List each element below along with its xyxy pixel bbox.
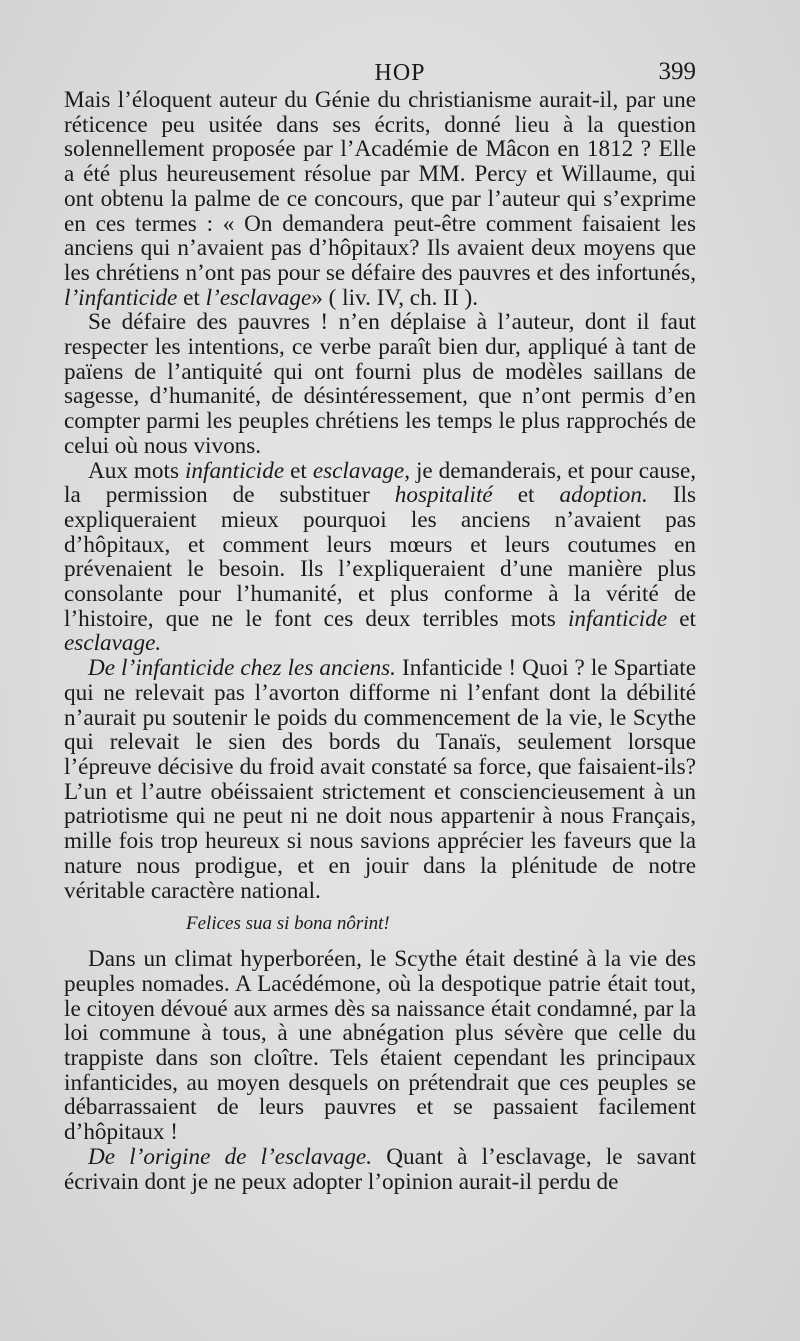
running-head: HOP <box>374 60 426 86</box>
paragraph-3-text: Ils expliqueraient mieux pourquoi les anciens n’avaient pas d’hôpitaux, et comment leurs mœurs et leurs coutumes en prévenaient le besoin. Ils l’expliqueraient d’une manière plus consolante pour l’humanité, et plus conforme à la vérité de l’histoire, que ne le font ces deux terribles mots <box>64 482 697 632</box>
paragraph-5 <box>64 947 696 1145</box>
paragraph-3-text: et <box>517 482 535 509</box>
paragraph-6 <box>64 1145 696 1194</box>
paragraph-2 <box>64 310 696 458</box>
italic-term: adoption. <box>559 482 648 509</box>
conjunction-text: et <box>183 284 200 311</box>
italic-term: esclavage. <box>64 630 162 657</box>
paragraph-3-text: , je demanderais, et pour cause, la permission de substituer <box>64 457 697 509</box>
paragraph-2-text: Se défaire des pauvres ! n’en déplaise à l’auteur, dont il faut respecter les intentions, ce verbe paraît bien dur, appliqué à tant de païens de l’antiquité qui ont fourni plus de modèles saillans de sagesse, d’humanité, de désintéressement, que n’ont permis d’en compter parmi les peuples chrétiens les temps le plus rapprochés de celui où nous vivons. <box>64 309 696 459</box>
paragraph-1 <box>64 88 696 310</box>
page-body <box>64 88 696 1194</box>
latin-verse: Felices sua si bona nôrint! <box>186 913 390 935</box>
paragraph-6-text: Quant à l’esclavage, le savant écrivain dont je ne peux adopter l’opinion aurait-il perdu de <box>64 1143 697 1195</box>
italic-term: l’infanticide <box>64 284 178 311</box>
page-number: 399 <box>658 58 696 85</box>
italic-term: infanticide <box>567 605 668 632</box>
section-heading-infanticide: De l’infanticide chez les anciens. <box>88 655 396 682</box>
paragraph-5-text: Dans un climat hyperboréen, le Scythe était destiné à la vie des peuples nomades. A Lacédémone, où la despotique patrie était tout, le citoyen dévoué aux armes dès sa naissance était condamné, par la loi commune à tous, à une abnégation plus sévère que celle du trappiste dans son cloître. Tels étaient cependant les principaux infanticides, au moyen desquels on prétendrait que ces peuples se débarrassaient de leurs pauvres et se passaient facilement d’hôpitaux ! <box>64 946 696 1146</box>
italic-term: hospitalité <box>394 482 493 509</box>
paragraph-3 <box>64 459 696 657</box>
section-heading-esclavage: De l’origine de l’esclavage. <box>88 1143 373 1170</box>
paragraph-3-text: et <box>290 457 307 484</box>
paragraph-4-text: Infanticide ! Quoi ? le Spartiate qui ne relevait pas l’avorton difforme ni l’enfant dont la débilité n’aurait pu soutenir le poids du commencement de la vie, le Scythe qui relevait le sien des bords du Tanaïs, seulement lorsque l’épreuve décisive du froid avait constaté sa force, que faisaient-ils? L’un et l’autre obéissaient strictement et consciencieusement à un patriotisme qui ne peut ni ne doit nous appartenir à nous Français, mille fois trop heureux si nous savions apprécier les faveurs que la nature nous prodigue, et en jouir dans la plénitude de notre véritable caractère national. <box>64 655 696 904</box>
paragraph-3-text: et <box>679 605 696 632</box>
citation-text: » ( liv. IV, ch. II ). <box>311 284 479 311</box>
italic-term: l’esclavage <box>205 284 312 311</box>
paragraph-1-text: Mais l’éloquent auteur du Génie du christianisme aurait-il, par une réticence peu usitée dans ses écrits, donné lieu à la question solennellement proposée par l’Académie de Mâcon en 1812 ? Elle a été plus heureusement résolue par MM. Percy et Willaume, qui ont obtenu la palme de ce concours, que par l’auteur qui s’exprime en ces termes : « On demandera peut-être comment faisaient les anciens qui n’avaient pas d’hôpitaux? Ils avaient deux moyens que les chrétiens n’ont pas pour se défaire des pauvres et des infortunés, <box>64 87 696 286</box>
paragraph-3-text: Aux mots <box>88 457 179 484</box>
italic-term: esclavage <box>312 457 405 484</box>
paragraph-4 <box>64 656 696 903</box>
italic-term: infanticide <box>184 457 285 484</box>
